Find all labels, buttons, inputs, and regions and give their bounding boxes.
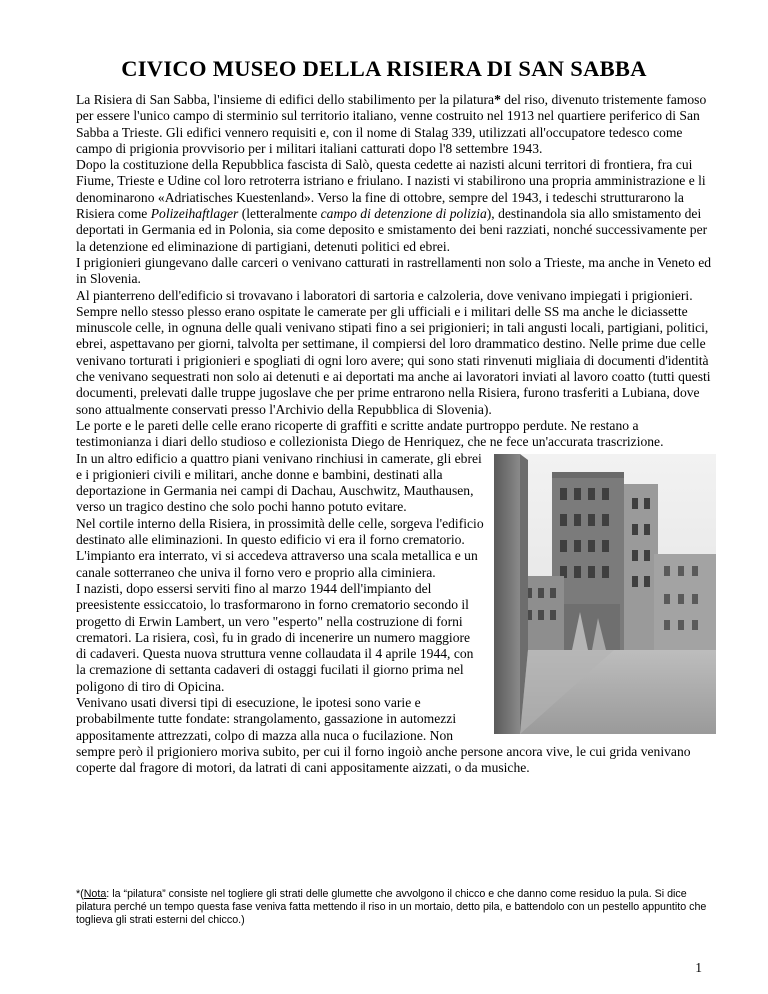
footnote [76,888,716,927]
paragraph-crematorium: I nazisti, dopo essersi serviti fino al marzo 1944 dell'impianto del preesistente essiccatoio, lo trasformarono in forno crematorio secondo il progetto di Erwin Lambert, un vero "esperto" nella costruzione di forni crematori. La risiera, così, fu in grado di incenerire un numero maggiore di cadaveri. Questa nuova struttura venne collaudata il 4 aprile 1944, con la cremazione di settanta cadaveri di ostaggi fucilati il giorno prima nel poligono di tiro di Opicina. [76,580,474,694]
paragraph-executions: Venivano usati diversi tipi di esecuzione, le ipotesi sono varie e probabilmente tutte fondate: strangolamento, gassazione in automezzi appositamente attrezzati, colpo di mazza alla nuca o fucilazione. Non sempre però il prigioniero moriva subito, per cui il forno ingoiò anche persone ancora vive, le cui grida venivano coperte dal fragore di motori, da latrati di cani appositamente aizzati, o da musiche. [76,694,691,776]
detention-camp-translation: campo di detenzione di polizia [320,206,487,222]
paragraph-intro-start: La Risiera di San Sabba, l'insieme di edifici dello stabilimento per la pilatura [76,92,495,107]
paragraph-intro [76,92,716,157]
footnote-prefix: *( [76,888,84,900]
paragraph-four-floor-building: In un altro edificio a quattro piani venivano rinchiusi in camerate, gli ebrei e i prigionieri civili e militari, anche donne e bambini, destinati alla deportazione in Germania nei campi di Dachau, Auschwitz, Mauthausen, verso un tragico destino che solo pochi hanno potuto evitare. [76,450,482,515]
paragraph-salo [76,157,716,255]
paragraph-intro-end: del riso, divenuto tristemente famoso per essere l'unico campo di sterminio sul territorio italiano, venne costruito nel 1913 nel quartiere periferico di San Sabba a Trieste. Gli edifici vennero requisiti e, con il nome di Stalag 339, utilizzati all'occupatore tedesco come campo di prigionia provvisorio per i militari italiani catturati dopo l'8 settembre 1943. [76,92,707,156]
footnote-marker: * [494,92,501,107]
polizeihaftlager-term: Polizeihaftlager [150,206,239,222]
body-text [76,92,716,776]
footnote-text: : la “pilatura” consiste nel togliere gli strati delle glumette che avvolgono il chicco e che danno come residuo la pula. Si dice pilatura perché un tempo questa fase veniva fatta mettendo il riso in un mortaio, detto pila, e battendolo con un pestello appuntito che toglieva gli strati esterni del chicco.) [76,888,707,926]
risiera-photo [494,454,716,734]
paragraph-salo-start: Dopo la costituzione della Repubblica fascista di Salò, questa cedette ai nazisti alcuni territori di frontiera, fra cui Fiume, Trieste e Udine col loro retroterra istriano e friulano. I nazisti vi stabilirono una propria amministrazione e li denominarono «Adriatisches Kuestenland». Verso la fine di ottobre, sempre del 1943, i tedeschi strutturarono la Risiera come [76,157,706,222]
paragraph-graffiti: Le porte e le pareti delle celle erano ricoperte di graffiti e scritte andate purtroppo perdute. Ne restano a testimonianza i diari dello studioso e collezionista Diego de Henriquez, che ne fece un'accurata trascrizione. [76,417,664,450]
page-number: 1 [695,960,702,975]
paragraph-ground-floor: Al pianterreno dell'edificio si trovavano i laboratori di sartoria e calzoleria, dove venivano impiegati i prigionieri. Sempre nello stesso plesso erano ospitate le camerate per gli ufficiali e i militari delle SS ma anche le diciassette minuscole celle, in ognuna delle quali venivano stipati fino a sei prigionieri; in tali angusti locali, partigiani, politici, ebrei, aspettavano per giorni, talvolta per settimane, il compiersi del loro drammatico destino. Nelle prime due celle venivano torturati i prigionieri e spogliati di ogni loro avere; qui sono stati rinvenuti migliaia di documenti d'identità che venivano sequestrati non solo ai detenuti e ai deportati ma anche ai lavoratori inviati al lavoro coatto (tutti questi documenti, prelevati dalle truppe jugoslave che per prime entrarono nella Risiera, furono trasferiti a Lubiana, dove sono attualmente conservati presso l'Archivio della Repubblica di Slovenia). [76,287,711,417]
footnote-nota-label: Nota [83,888,107,900]
risiera-building-image [494,454,716,734]
paragraph-salo-end: ), destinandola sia allo smistamento dei deportati in Germania ed in Polonia, sia come deposito e smistamento dei beni razziati, nonché successivamente per la detenzione ed eliminazione di partigiani, detenuti politici ed ebrei. [76,206,708,254]
paragraph-prisoners: I prigionieri giungevano dalle carceri o venivano catturati in rastrellamenti non solo a Trieste, ma anche in Veneto ed in Slovenia. [76,254,712,287]
paragraph-courtyard: Nel cortile interno della Risiera, in prossimità delle celle, sorgeva l'edificio destinato alle eliminazioni. In questo edificio vi era il forno crematorio. L'impianto era interrato, vi si accedeva attraverso una scala metallica e un canale sotterraneo che univa il forno vero e proprio alla ciminiera. [76,515,484,580]
paragraph-salo-mid: (letteralmente [238,206,321,222]
page-title: CIVICO MUSEO DELLA RISIERA DI SAN SABBA [121,56,647,81]
